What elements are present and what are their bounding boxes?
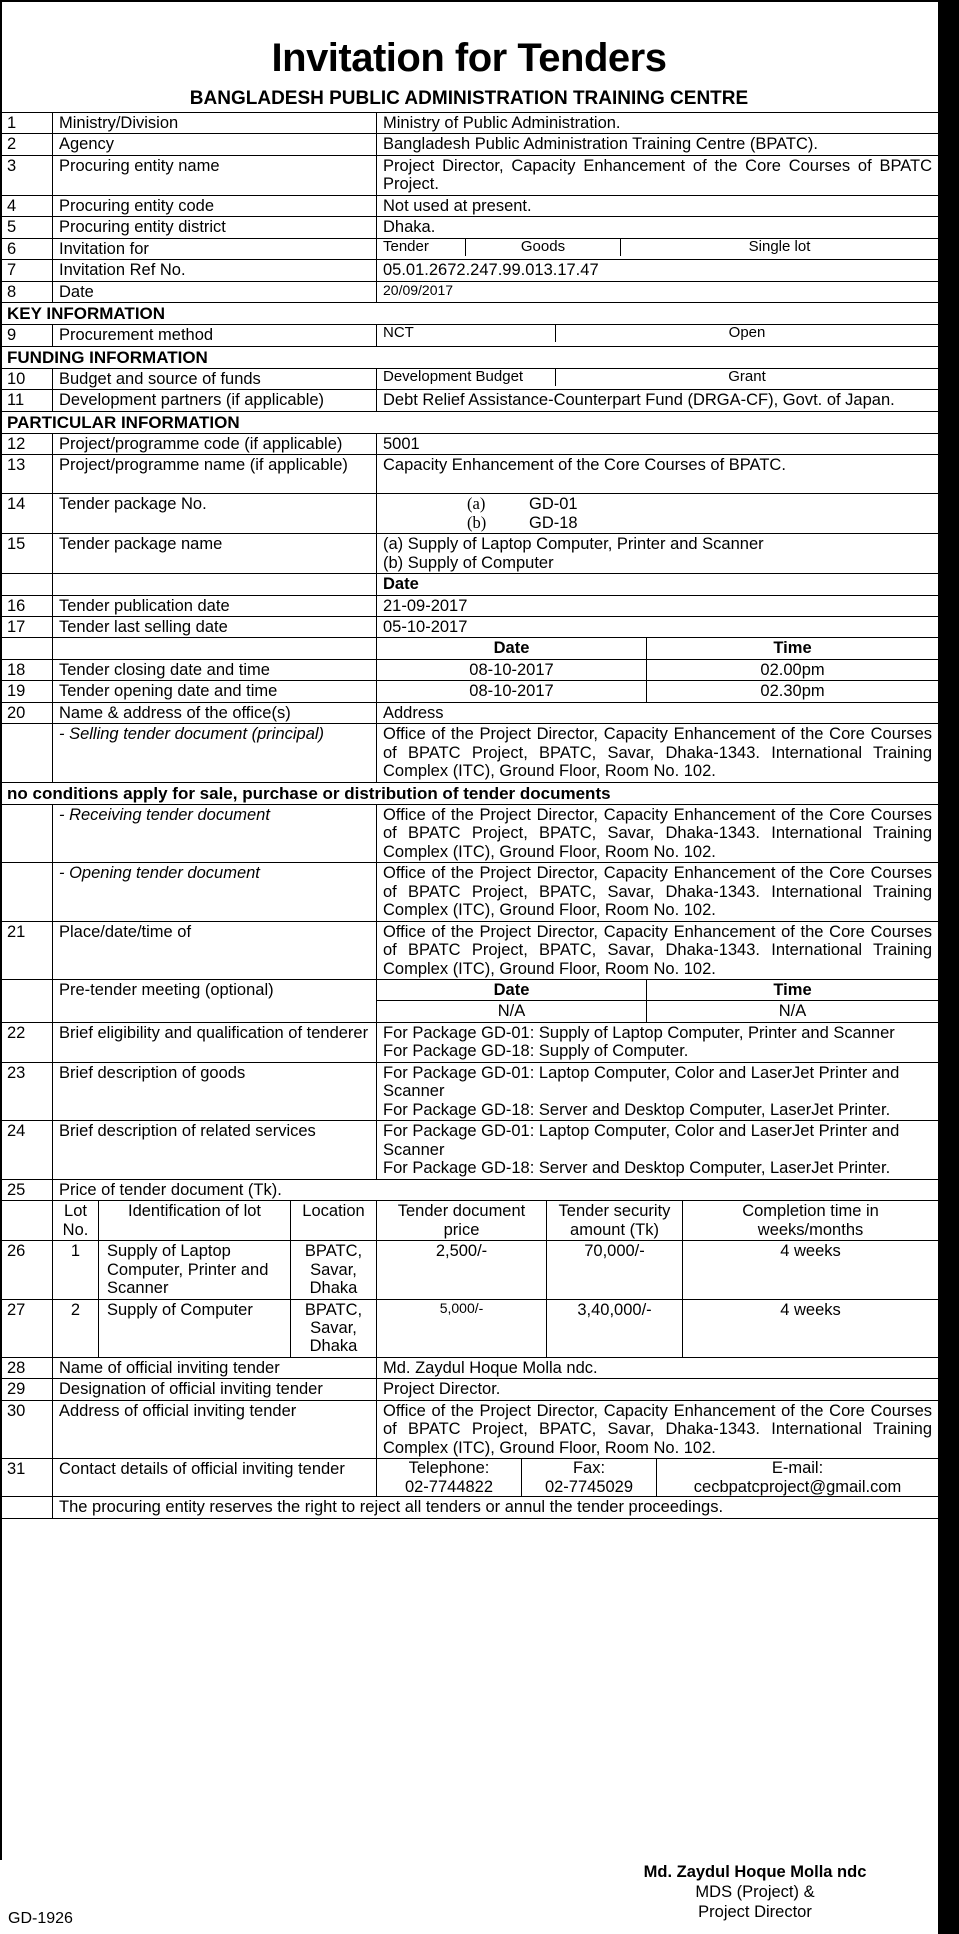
pretender-meeting-row: Pre-tender meeting (optional) Date Time — [1, 980, 939, 1001]
row-1: 1 Ministry/Division Ministry of Public Administration. — [1, 113, 939, 134]
row-21: 21 Place/date/time of Office of the Project Director, Capacity Enhancement of the Core Courses of BPATC Project, BPATC, Savar, Dhaka-1343. International Training Complex (ITC), Ground Floor, Room No. 102. — [1, 921, 939, 979]
row-25: 25 Price of tender document (Tk). — [1, 1179, 939, 1200]
row-5: 5 Procuring entity district Dhaka. — [1, 217, 939, 238]
section-key-information: KEY INFORMATION — [1, 303, 939, 325]
row-22: 22 Brief eligibility and qualification of tenderer For Package GD-01: Supply of Laptop Computer, Printer and Scanner For Package GD-18: Supply of Computer. — [1, 1022, 939, 1062]
receiving-document-row: - Receiving tender document Office of the Project Director, Capacity Enhancement of the Core Courses of BPATC Project, BPATC, Savar, Dhaka-1343. International Training Complex (ITC), Ground Floor, Room No. 102. — [1, 804, 939, 862]
invitation-for-category: Goods — [466, 239, 621, 256]
row-24: 24 Brief description of related services For Package GD-01: Laptop Computer, Color and LaserJet Printer and Scanner For Package GD-18: Server and Desktop Computer, LaserJet Printer. — [1, 1121, 939, 1179]
row-15: 15 Tender package name (a) Supply of Laptop Computer, Printer and Scanner (b) Supply of Computer — [1, 534, 939, 574]
signature-block — [600, 1862, 910, 1922]
reserve-note-row: The procuring entity reserves the right to reject all tenders or annul the tender proceedings. — [1, 1497, 939, 1518]
row-31: 31 Contact details of official inviting tender Telephone: 02-7744822 Fax: 02-7745029 E-mail: cecbpatcproject@gmail.com — [1, 1459, 939, 1497]
signatory-name: Md. Zaydul Hoque Molla ndc — [643, 1863, 867, 1881]
package-gd01: GD-01 — [529, 495, 578, 514]
section-funding-information: FUNDING INFORMATION — [1, 346, 939, 368]
procurement-method-mode: Open — [556, 325, 939, 342]
page-title: Invitation for Tenders — [271, 36, 667, 80]
budget-type: Development Budget — [383, 367, 524, 385]
row-30: 30 Address of official inviting tender Office of the Project Director, Capacity Enhancement of the Core Courses of BPATC Project, BPATC, Savar, Dhaka-1343. International Training Complex (ITC), Ground Floor, Room No. 102. — [1, 1400, 939, 1458]
row-14: 14 Tender package No. (a) GD-01 (b) GD-18 — [1, 494, 939, 534]
row-2: 2 Agency Bangladesh Public Administration Training Centre (BPATC). — [1, 134, 939, 155]
right-edge-bar — [938, 0, 959, 1934]
invitation-for-type: Tender — [383, 237, 429, 255]
top-border — [0, 0, 938, 2]
lot-table-header: Lot No. Identification of lot Location Tender document price Tender security amount (Tk) Completion time in weeks/months — [1, 1201, 939, 1241]
section-particular-information: PARTICULAR INFORMATION — [1, 411, 939, 433]
telephone-number: 02-7744822 — [404, 1477, 494, 1496]
row-13: 13 Project/programme name (if applicable) Capacity Enhancement of the Core Courses of BPATC. — [1, 455, 939, 494]
row-7: 7 Invitation Ref No. 05.01.2672.247.99.013.17.47 — [1, 260, 939, 281]
fax-number: 02-7745029 — [544, 1477, 634, 1496]
organization-name: BANGLADESH PUBLIC ADMINISTRATION TRAINING CENTRE — [189, 88, 749, 109]
row-28: 28 Name of official inviting tender Md. Zaydul Hoque Molla ndc. — [1, 1357, 939, 1378]
row-19: 19 Tender opening date and time 08-10-2017 02.30pm — [1, 681, 939, 702]
row-8: 8 Date 20/09/2017 — [1, 281, 939, 302]
lot-row-27: 27 2 Supply of Computer BPATC, Savar, Dhaka 5,000/- 3,40,000/- 4 weeks — [1, 1299, 939, 1357]
lot-row-26: 26 1 Supply of Laptop Computer, Printer and Scanner BPATC, Savar, Dhaka 2,500/- 70,000/- 4 weeks — [1, 1241, 939, 1299]
row-4: 4 Procuring entity code Not used at present. — [1, 195, 939, 216]
row-23: 23 Brief description of goods For Package GD-01: Laptop Computer, Color and LaserJet Printer and Scanner For Package GD-18: Server and Desktop Computer, LaserJet Printer. — [1, 1062, 939, 1120]
procurement-method-type: NCT — [383, 324, 414, 342]
row-3: 3 Procuring entity name Project Director, Capacity Enhancement of the Core Courses of BPATC Project. — [1, 155, 939, 195]
row-11: 11 Development partners (if applicable) Debt Relief Assistance-Counterpart Fund (DRGA-CF), Govt. of Japan. — [1, 390, 939, 411]
selling-document-row: - Selling tender document (principal) Office of the Project Director, Capacity Enhancement of the Core Courses of BPATC Project, BPATC, Savar, Dhaka-1343. International Training Complex (ITC), Ground Floor, Room No. 102. — [1, 724, 939, 782]
row-16: 16 Tender publication date 21-09-2017 — [1, 595, 939, 616]
pretender-values-row: N/A N/A — [1, 1001, 939, 1022]
row-29: 29 Designation of official inviting tender Project Director. — [1, 1379, 939, 1400]
date-time-header-row: Date Time — [1, 638, 939, 659]
date-header-row: Date — [1, 574, 939, 595]
no-conditions-row: no conditions apply for sale, purchase or distribution of tender documents — [1, 782, 939, 804]
row-12: 12 Project/programme code (if applicable) 5001 — [1, 433, 939, 454]
row-9: 9 Procurement method NCT Open — [1, 325, 939, 346]
opening-document-row: - Opening tender document Office of the Project Director, Capacity Enhancement of the Core Courses of BPATC Project, BPATC, Savar, Dhaka-1343. International Training Complex (ITC), Ground Floor, Room No. 102. — [1, 863, 939, 921]
signatory-designation: Project Director — [698, 1903, 812, 1922]
package-gd18: GD-18 — [529, 513, 578, 532]
row-6: 6 Invitation for Tender Goods Single lot — [1, 238, 939, 259]
row-18: 18 Tender closing date and time 08-10-2017 02.00pm — [1, 659, 939, 680]
email-address: cecbpatcproject@gmail.com — [693, 1477, 902, 1496]
gd-number: GD-1926 — [8, 1910, 73, 1927]
tender-table — [0, 112, 939, 1519]
signatory-title: MDS (Project) & — [695, 1883, 815, 1902]
fund-source: Grant — [556, 369, 939, 386]
row-20: 20 Name & address of the office(s) Address — [1, 702, 939, 723]
invitation-for-lot: Single lot — [621, 239, 939, 256]
row-17: 17 Tender last selling date 05-10-2017 — [1, 617, 939, 638]
row-10: 10 Budget and source of funds Development Budget Grant — [1, 368, 939, 389]
